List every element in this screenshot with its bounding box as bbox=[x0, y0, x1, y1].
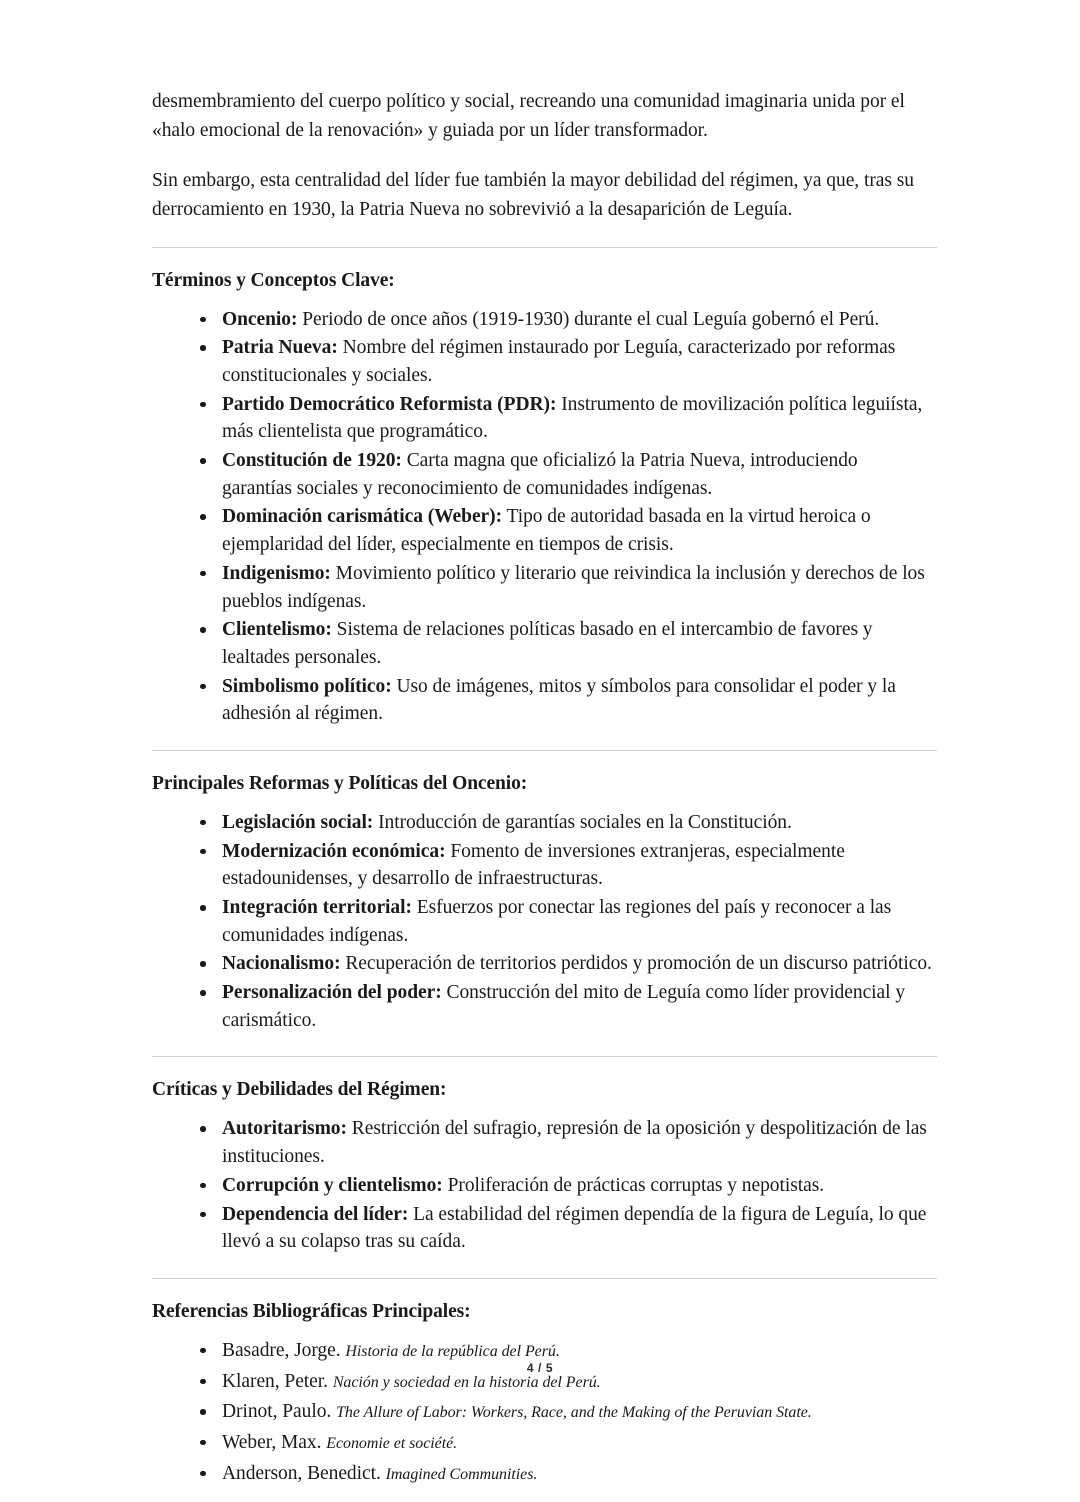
list-item-text: La estabilidad del régimen dependía de la figura de Leguía, lo que llevó a su colapso tras su caída. bbox=[222, 1203, 927, 1253]
list-item-text: Fomento de inversiones extranjeras, especialmente estadounidenses, y desarrollo de infraestructuras. bbox=[222, 840, 845, 890]
reference-author: Weber, Max. bbox=[222, 1431, 322, 1453]
section-heading: Críticas y Debilidades del Régimen: bbox=[152, 1079, 447, 1101]
list-item bbox=[200, 950, 932, 978]
reference-work-title: Historia de la república del Perú. bbox=[345, 1342, 560, 1360]
list-item bbox=[200, 334, 932, 389]
list-item-lead: Partido Democrático Reformista (PDR): bbox=[222, 393, 557, 415]
bottom-spacer bbox=[152, 1490, 932, 1502]
list-item-lead: Integración territorial: bbox=[222, 897, 412, 918]
list-item bbox=[200, 391, 932, 446]
list-item bbox=[200, 673, 932, 728]
section-heading: Principales Reformas y Políticas del Oncenio: bbox=[152, 772, 528, 794]
intro-paragraph: desmembramiento del cuerpo político y social, recreando una comunidad imaginaria unida por el «halo emocional de la renovación» y guiada por un líder transformador. bbox=[152, 91, 905, 141]
list-item-lead: Dependencia del líder: bbox=[222, 1203, 409, 1225]
section-reformas bbox=[152, 773, 932, 1035]
list-item-lead: Simbolismo político: bbox=[222, 675, 392, 697]
reference-work-title: Economie et société. bbox=[326, 1434, 458, 1452]
page-indicator: 4 / 5 bbox=[526, 1361, 554, 1375]
reference-author: Anderson, Benedict. bbox=[222, 1462, 381, 1484]
list-item-lead: Corrupción y clientelismo: bbox=[222, 1174, 443, 1196]
section-criticas bbox=[152, 1079, 932, 1255]
section-bullet-list bbox=[152, 306, 932, 728]
reference-author: Drinot, Paulo. bbox=[222, 1401, 332, 1423]
section-divider bbox=[152, 1056, 937, 1057]
list-item-lead: Dominación carismática (Weber): bbox=[222, 506, 503, 528]
list-item-text: Uso de imágenes, mitos y símbolos para consolidar el poder y la adhesión al régimen. bbox=[222, 675, 896, 725]
list-item bbox=[200, 894, 932, 949]
section-heading: Términos y Conceptos Clave: bbox=[152, 269, 395, 291]
section-divider bbox=[152, 1278, 937, 1279]
list-item-text: Periodo de once años (1919-1930) durante el cual Leguía gobernó el Perú. bbox=[297, 308, 880, 330]
list-item bbox=[200, 447, 932, 502]
list-item bbox=[200, 809, 932, 837]
list-item-lead: Nacionalismo: bbox=[222, 953, 341, 975]
list-item bbox=[200, 1172, 932, 1200]
list-item-text: Esfuerzos por conectar las regiones del país y reconocer a las comunidades indígenas. bbox=[222, 897, 892, 946]
list-item-lead: Patria Nueva: bbox=[222, 337, 338, 359]
list-item-lead: Clientelismo: bbox=[222, 619, 332, 641]
list-item bbox=[200, 1460, 932, 1488]
list-item bbox=[200, 979, 932, 1034]
list-item-text: Movimiento político y literario que reivindica la inclusión y derechos de los pueblos indígenas. bbox=[222, 562, 925, 612]
list-item-lead: Legislación social: bbox=[222, 811, 374, 833]
section-divider bbox=[152, 247, 937, 248]
list-item-text: Introducción de garantías sociales en la Constitución. bbox=[373, 811, 792, 833]
list-item bbox=[200, 1201, 932, 1256]
section-terminos bbox=[152, 270, 932, 728]
page-footer bbox=[0, 1361, 1080, 1375]
section-referencias bbox=[152, 1301, 932, 1487]
section-heading: Referencias Bibliográficas Principales: bbox=[152, 1300, 471, 1322]
list-item-text: Recuperación de territorios perdidos y promoción de un discurso patriótico. bbox=[340, 953, 932, 975]
list-item-lead: Oncenio: bbox=[222, 308, 298, 330]
intro-paragraph: Sin embargo, esta centralidad del líder fue también la mayor debilidad del régimen, ya que, tras su derrocamiento en 1930, la Patria Nueva no sobrevivió a la desaparición de Leguía. bbox=[152, 170, 914, 220]
reference-author: Basadre, Jorge. bbox=[222, 1339, 341, 1361]
reference-work-title: Nación y sociedad en la historia del Perú. bbox=[332, 1373, 601, 1391]
list-item-text: Tipo de autoridad basada en la virtud heroica o ejemplaridad del líder, especialmente en tiempos de crisis. bbox=[222, 506, 871, 556]
section-divider bbox=[152, 750, 937, 751]
list-item-lead: Indigenismo: bbox=[222, 562, 331, 584]
list-item-text: Proliferación de prácticas corruptas y nepotistas. bbox=[442, 1174, 825, 1196]
list-item-text: Sistema de relaciones políticas basado en el intercambio de favores y lealtades personales. bbox=[222, 619, 873, 668]
references-list bbox=[152, 1337, 932, 1487]
list-item bbox=[200, 306, 932, 334]
list-item bbox=[200, 503, 932, 558]
reference-work-title: Imagined Communities. bbox=[385, 1465, 538, 1483]
section-bullet-list bbox=[152, 1115, 932, 1255]
list-item-text: Carta magna que oficializó la Patria Nueva, introduciendo garantías sociales y reconocimiento de comunidades indígenas. bbox=[222, 450, 858, 499]
intro-block bbox=[152, 88, 932, 225]
list-item-lead: Personalización del poder: bbox=[222, 982, 442, 1004]
list-item-text: Construcción del mito de Leguía como líder providencial y carismático. bbox=[222, 982, 906, 1031]
list-item bbox=[200, 1398, 932, 1426]
list-item-text: Restricción del sufragio, represión de la oposición y despolitización de las instituciones. bbox=[222, 1118, 927, 1168]
list-item-lead: Modernización económica: bbox=[222, 840, 446, 862]
section-bullet-list bbox=[152, 809, 932, 1035]
list-item-lead: Constitución de 1920: bbox=[222, 450, 402, 472]
list-item-text: Nombre del régimen instaurado por Leguía, caracterizado por reformas constitucionales y sociales. bbox=[222, 337, 896, 386]
reference-author: Klaren, Peter. bbox=[222, 1370, 328, 1392]
list-item bbox=[200, 1115, 932, 1170]
list-item bbox=[200, 616, 932, 671]
list-item bbox=[200, 1429, 932, 1457]
list-item bbox=[200, 560, 932, 615]
reference-work-title: The Allure of Labor: Workers, Race, and the Making of the Peruvian State. bbox=[336, 1404, 812, 1422]
list-item-text: Instrumento de movilización política leguiísta, más clientelista que programático. bbox=[222, 393, 923, 443]
list-item bbox=[200, 838, 932, 893]
list-item-lead: Autoritarismo: bbox=[222, 1118, 347, 1140]
